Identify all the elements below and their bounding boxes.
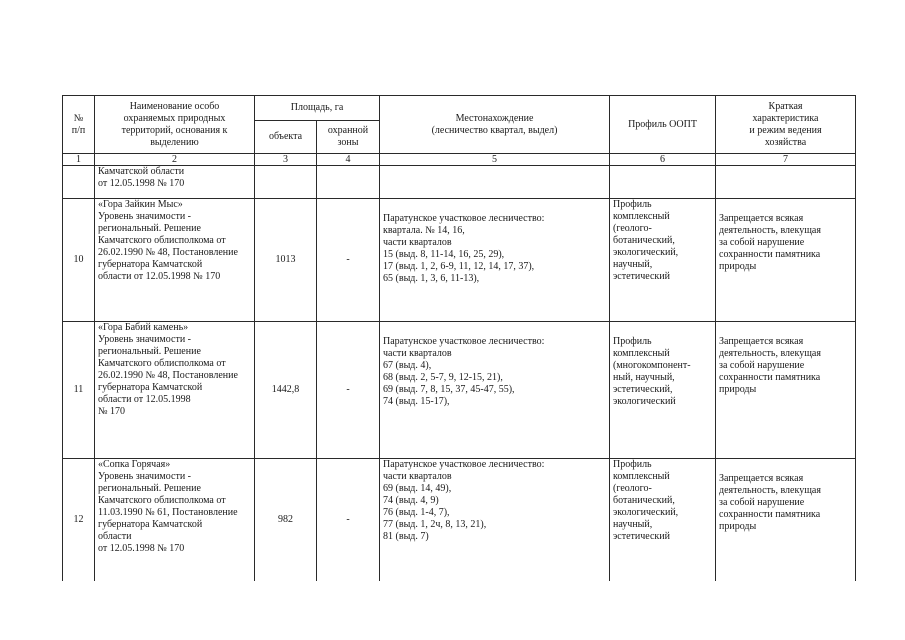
- cell-name: Камчатской области от 12.05.1998 № 170: [95, 166, 255, 199]
- header-area-object: объекта: [255, 121, 317, 154]
- document-page: [62, 95, 856, 581]
- cell-area-object: [255, 166, 317, 199]
- header-row: [63, 96, 856, 121]
- cell-area-zone: [317, 166, 380, 199]
- cell-regime: Запрещается всякая деятельность, влекущая за собой нарушение сохранности памятника природы: [716, 459, 856, 582]
- cell-location: [380, 166, 610, 199]
- continuation-row: [63, 166, 856, 199]
- cell-profile: [610, 166, 716, 199]
- cell-num: [63, 166, 95, 199]
- cell-location: Паратунское участковое лесничество: квартала. № 14, 16, части кварталов 15 (выд. 8, 11-14, 16, 25, 29), 17 (выд. 1, 2, 6-9, 11, 12, 14, 17, 37), 65 (выд. 1, 3, 6, 11-13),: [380, 199, 610, 322]
- column-number: 6: [610, 154, 716, 166]
- cell-num: 10: [63, 199, 95, 322]
- cell-num: 12: [63, 459, 95, 582]
- header-profile: Профиль ООПТ: [610, 96, 716, 154]
- cell-profile: Профиль комплексный (геолого- ботанический, экологический, научный, эстетический: [610, 459, 716, 582]
- cell-location: Паратунское участковое лесничество: части кварталов 69 (выд. 14, 49), 74 (выд. 4, 9) 76 (выд. 1-4, 7), 77 (выд. 1, 2ч, 8, 13, 21), 81 (выд. 7): [380, 459, 610, 582]
- table-row: [63, 322, 856, 459]
- column-number: 2: [95, 154, 255, 166]
- cell-profile: Профиль комплексный (геолого- ботанический, экологический, научный, эстетический: [610, 199, 716, 322]
- table-row: [63, 459, 856, 582]
- column-number: 4: [317, 154, 380, 166]
- header-area: Площадь, га: [255, 96, 380, 121]
- cell-name: «Сопка Горячая» Уровень значимости - региональный. Решение Камчатского облисполкома от 11.03.1990 № 61, Постановление губернатора Камчатской области от 12.05.1998 № 170: [95, 459, 255, 582]
- column-number: 5: [380, 154, 610, 166]
- cell-area-object: 982: [255, 459, 317, 582]
- cell-area-object: 1442,8: [255, 322, 317, 459]
- cell-name: «Гора Бабий камень» Уровень значимости - региональный. Решение Камчатского облисполкома от 26.02.1990 № 48, Постановление губернатора Камчатской области от 12.05.1998 № 170: [95, 322, 255, 459]
- cell-area-zone: -: [317, 459, 380, 582]
- cell-area-zone: -: [317, 199, 380, 322]
- column-number-row: [63, 154, 856, 166]
- cell-profile: Профиль комплексный (многокомпонент- ный, научный, эстетический, экологический: [610, 322, 716, 459]
- header-area-zone: охранной зоны: [317, 121, 380, 154]
- protected-areas-table: [62, 95, 856, 581]
- column-number: 7: [716, 154, 856, 166]
- table-row: [63, 199, 856, 322]
- cell-area-object: 1013: [255, 199, 317, 322]
- cell-location: Паратунское участковое лесничество: части кварталов 67 (выд. 4), 68 (выд. 2, 5-7, 9, 12-15, 21), 69 (выд. 7, 8, 15, 37, 45-47, 55), 74 (выд. 15-17),: [380, 322, 610, 459]
- header-location: Местонахождение (лесничество квартал, выдел): [380, 96, 610, 154]
- cell-regime: [716, 166, 856, 199]
- header-num: № п/п: [63, 96, 95, 154]
- header-regime: Краткая характеристика и режим ведения хозяйства: [716, 96, 856, 154]
- cell-regime: Запрещается всякая деятельность, влекущая за собой нарушение сохранности памятника природы: [716, 199, 856, 322]
- cell-area-zone: -: [317, 322, 380, 459]
- column-number: 1: [63, 154, 95, 166]
- header-name: Наименование особо охраняемых природных территорий, основания к выделению: [95, 96, 255, 154]
- cell-regime: Запрещается всякая деятельность, влекущая за собой нарушение сохранности памятника природы: [716, 322, 856, 459]
- cell-num: 11: [63, 322, 95, 459]
- column-number: 3: [255, 154, 317, 166]
- cell-name: «Гора Зайкин Мыс» Уровень значимости - региональный. Решение Камчатского облисполкома от 26.02.1990 № 48, Постановление губернатора Камчатской области от 12.05.1998 № 170: [95, 199, 255, 322]
